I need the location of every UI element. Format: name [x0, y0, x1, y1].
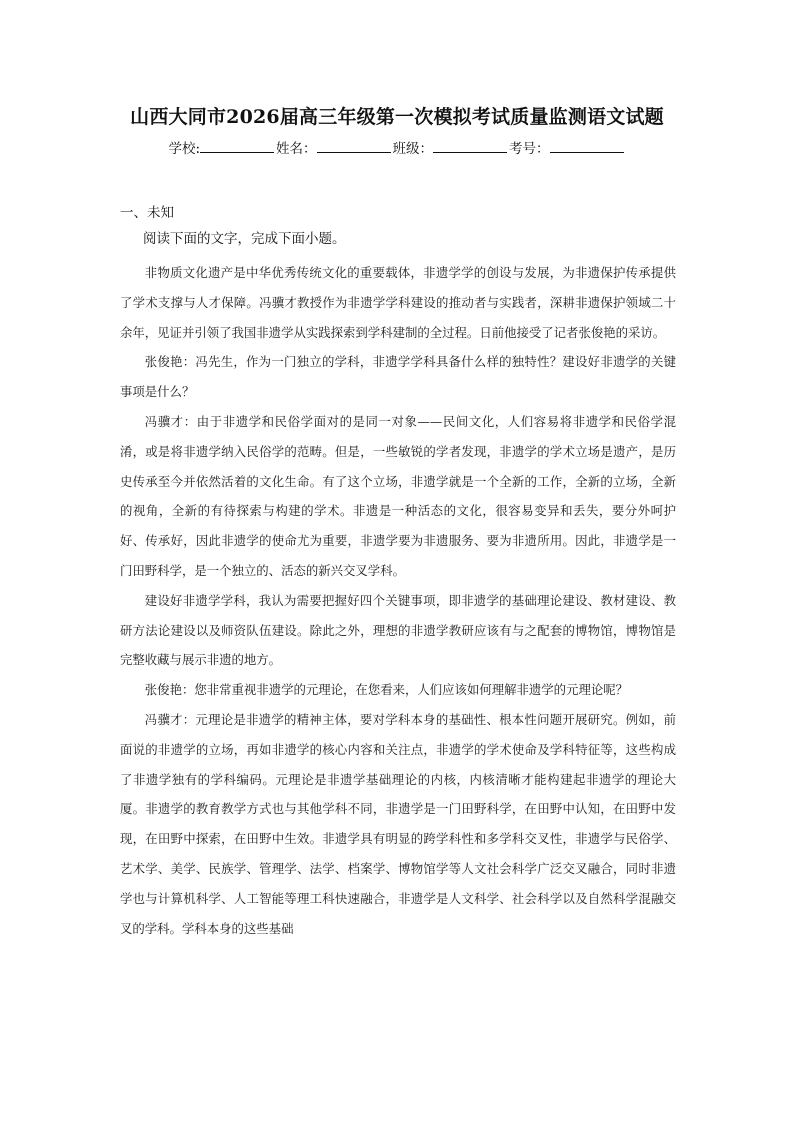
school-label: 学校: — [168, 141, 201, 157]
section-heading: 一、未知 — [120, 205, 174, 221]
passage-paragraph: 张俊艳：您非常重视非遗学的元理论，在您看来，人们应该如何理解非遗学的元理论呢？ — [144, 682, 629, 698]
exam-number-blank — [550, 138, 624, 153]
name-blank — [317, 138, 391, 153]
class-label: 班级： — [392, 141, 434, 157]
passage-paragraph: 冯骥才：由于非遗学和民俗学面对的是同一对象——民间文化，人们容易将非遗学和民俗学混淆，或是将非遗学纳入民俗学的范畴。但是，一些敏锐的学者发现，非遗学的学术立场是遗产，是历史传承至今并依然活着的文化生命。有了这个立场，非遗学就是一个全新的工作，全新的立场，全新的视角，全新的有待探索与构建的学术。非遗是一种活态的文化，很容易变异和丢失，要分外呵护好、传承好，因此非遗学的使命尤为重要，非遗学要为非遗服务、要为非遗所用。因此，非遗学是一门田野科学，是一个独立的、活态的新兴交叉学科。 — [120, 413, 676, 578]
class-blank — [433, 138, 507, 153]
name-label: 姓名： — [276, 141, 317, 157]
passage-paragraph: 张俊艳：冯先生，作为一门独立的学科，非遗学学科具备什么样的独特性？建设好非遗学的关键事项是什么？ — [120, 354, 676, 400]
passage-paragraph: 冯骥才：元理论是非遗学的精神主体，要对学科本身的基础性、根本性问题开展研究。例如，前面说的非遗学的立场，再如非遗学的核心内容和关注点，非遗学的学术使命及学科特征等，这些构成了非遗学独有的学科编码。元理论是非遗学基础理论的内核，内核清晰才能构建起非遗学的理论大厦。非遗学的教育教学方式也与其他学科不同，非遗学是一门田野科学，在田野中认知，在田野中发现，在田野中探索，在田野中生效。非遗学具有明显的跨学科性和多学科交叉性，非遗学与民俗学、艺术学、美学、民族学、管理学、法学、档案学、博物馆学等人文社会科学广泛交叉融合，同时非遗学也与计算机科学、人工智能等理工科快速融合，非遗学是人文科学、社会科学以及自然科学混融交叉的学科。学科本身的这些基础 — [120, 711, 676, 936]
student-info-line — [0, 138, 794, 159]
passage-body — [120, 258, 676, 943]
reading-instruction: 阅读下面的文字，完成下面小题。 — [143, 231, 346, 247]
document-title: 山西大同市2026届高三年级第一次模拟考试质量监测语文试题 — [130, 106, 664, 128]
school-blank — [200, 138, 274, 153]
passage-paragraph: 非物质文化遗产是中华优秀传统文化的重要载体，非遗学学的创设与发展，为非遗保护传承提供了学术支撑与人才保障。冯骥才教授作为非遗学学科建设的推动者与实践者，深耕非遗保护领域二十余年，见证并引领了我国非遗学从实践探索到学科建制的全过程。日前他接受了记者张俊艳的采访。 — [120, 265, 676, 340]
passage-paragraph: 建设好非遗学学科，我认为需要把握好四个关键事项，即非遗学的基础理论建设、教材建设、教研方法论建设以及师资队伍建设。除此之外，理想的非遗学教研应该有与之配套的博物馆，博物馆是完整收藏与展示非遗的地方。 — [120, 592, 676, 668]
exam-number-label: 考号： — [509, 141, 550, 157]
